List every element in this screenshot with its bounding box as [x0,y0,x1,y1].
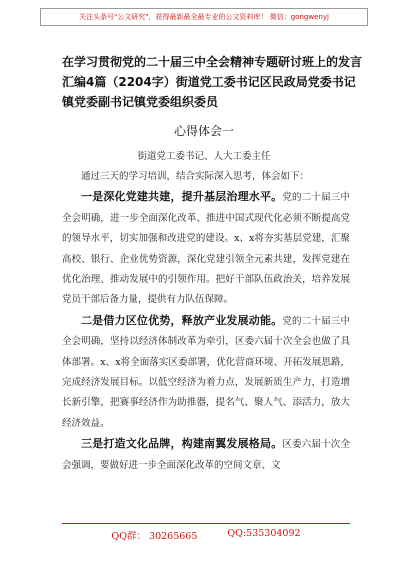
footer [62,528,350,542]
author-line: 街道党工委书记、人大工委主任 [137,151,271,162]
footer-qq-group: QQ群： 30265665 [111,531,198,542]
paragraph-text: 区委六届十次全会强调，要做好进一步全面深化改革的空间文章、文 [62,439,350,471]
paragraph [62,434,350,476]
paragraph-heading: 一是深化党建共建，提升基层治理水平。 [81,190,283,204]
paragraph-text: 党的二十届三中全会明确，进一步全面深化改革、推进中国式现代化必须不断提高党的领导水平，切实加强和改进党的建设。x、x将夯实基层党建，汇聚高校、银行、企业优势资源，深化党建引领全元素共建，发挥党建在优化治理、推动发展中的引领作用。把好干部队伍政治关，培养发展党员干部后备力量，提供有力队伍保障。 [62,192,350,306]
paragraph-heading: 二是借力区位优势，释放产业发展动能。 [81,313,283,327]
document-title: 在学习贯彻党的二十届三中全会精神专题研讨班上的发言汇编4篇（2204字）街道党工委书记区民政局党委书记镇党委副书记镇党委组织委员 [62,55,363,109]
promo-banner: 关注头条号"公文研究"，获得最新最全最专业的公文资料库！ 微信：gongwenyj [40,8,368,26]
paragraph [62,166,350,187]
paragraph-text: 通过三天的学习培训，结合实际深入思考，体会如下： [81,171,310,182]
paragraph-heading: 三是打造文化品牌，构建南翼发展格局。 [81,437,283,451]
paragraph [62,187,350,310]
footer-divider [62,523,350,524]
paragraph-text: 党的二十届三中全会明确，坚持以经济体制改革为牵引，区委六届十次全会也做了具体部署。x、x将全面落实区委部署，优化营商环境、开拓发展思路，完成经济发展目标。以低空经济为着力点，发展新质生产力，打造增长新引擎，把赛事经济作为助推器，提名气、聚人气、添活力，放大经济效益。 [62,315,350,429]
document-body [62,166,350,476]
section-heading: 心得体会一 [173,124,234,138]
paragraph [62,311,350,434]
footer-qq-number: QQ:535304092 [227,528,301,539]
